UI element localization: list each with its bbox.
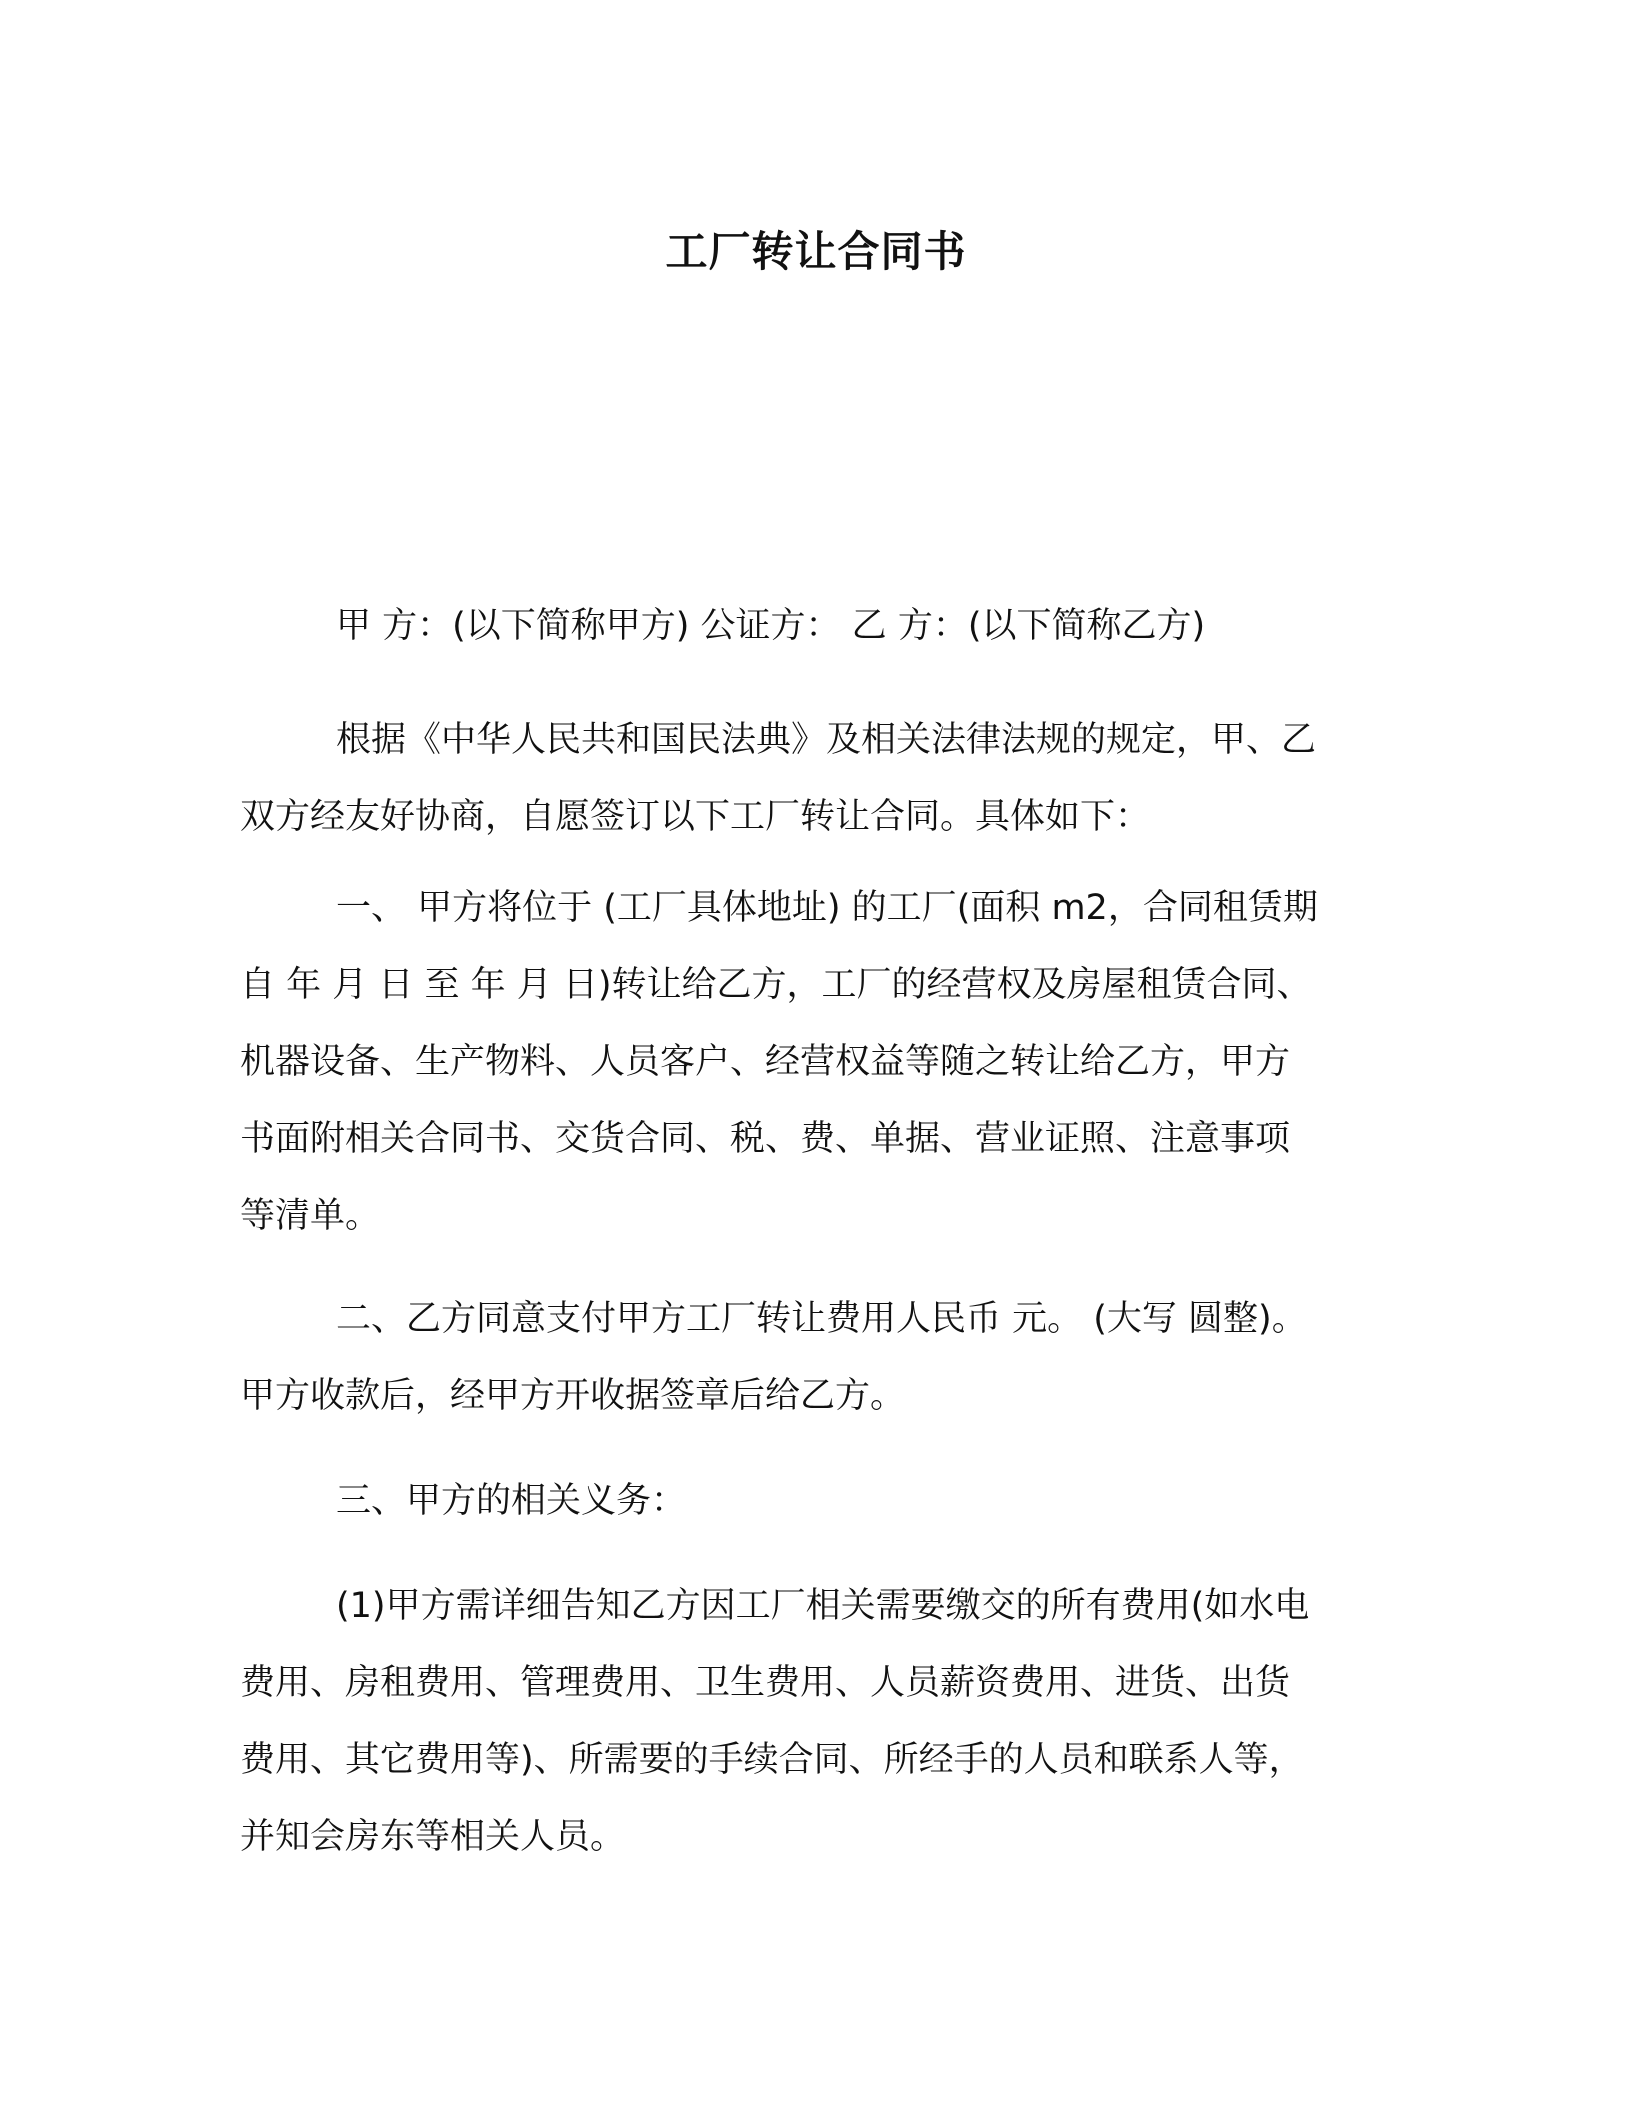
parties-line: 甲 方：(以下简称甲方) 公证方： 乙 方：(以下简称乙方) [336,606,1206,646]
clause-three-1-line-1: (1)甲方需详细告知乙方因工厂相关需要缴交的所有费用(如水电 [336,1586,1310,1626]
clause-one-line-4: 书面附相关合同书、交货合同、税、费、单据、营业证照、注意事项 [240,1119,1291,1159]
intro-line-2: 双方经友好协商，自愿签订以下工厂转让合同。具体如下： [240,797,1151,837]
intro-line-1: 根据《中华人民共和国民法典》及相关法律法规的规定，甲、乙 [336,720,1317,760]
clause-three-heading-text: 三、甲方的相关义务： [336,1481,687,1521]
clause-one-line-5: 等清单。 [240,1196,381,1236]
clause-three-item-1 [240,1568,1370,1876]
clause-three-1-line-4: 并知会房东等相关人员。 [240,1817,626,1857]
intro-paragraph [240,702,1370,856]
clause-one-line-2: 自 年 月 日 至 年 月 日)转让给乙方，工厂的经营权及房屋租赁合同、 [240,965,1312,1005]
parties-paragraph [240,588,1370,665]
clause-one-paragraph [240,870,1370,1255]
clause-three-1-line-3: 费用、其它费用等)、所需要的手续合同、所经手的人员和联系人等， [240,1740,1304,1780]
clause-one-line-1: 一、 甲方将位于 (工厂具体地址) 的工厂(面积 m2，合同租赁期 [336,888,1318,928]
clause-two-paragraph [240,1281,1370,1435]
clause-two-line-1: 二、乙方同意支付甲方工厂转让费用人民币 元。 (大写 圆整)。 [336,1299,1307,1339]
clause-two-line-2: 甲方收款后，经甲方开收据签章后给乙方。 [240,1376,906,1416]
clause-three-1-line-2: 费用、房租费用、管理费用、卫生费用、人员薪资费用、进货、出货 [240,1663,1291,1703]
clause-three-heading [240,1463,1370,1540]
clause-one-line-3: 机器设备、生产物料、人员客户、经营权益等随之转让给乙方，甲方 [240,1042,1291,1082]
document-title: 工厂转让合同书 [665,227,967,276]
